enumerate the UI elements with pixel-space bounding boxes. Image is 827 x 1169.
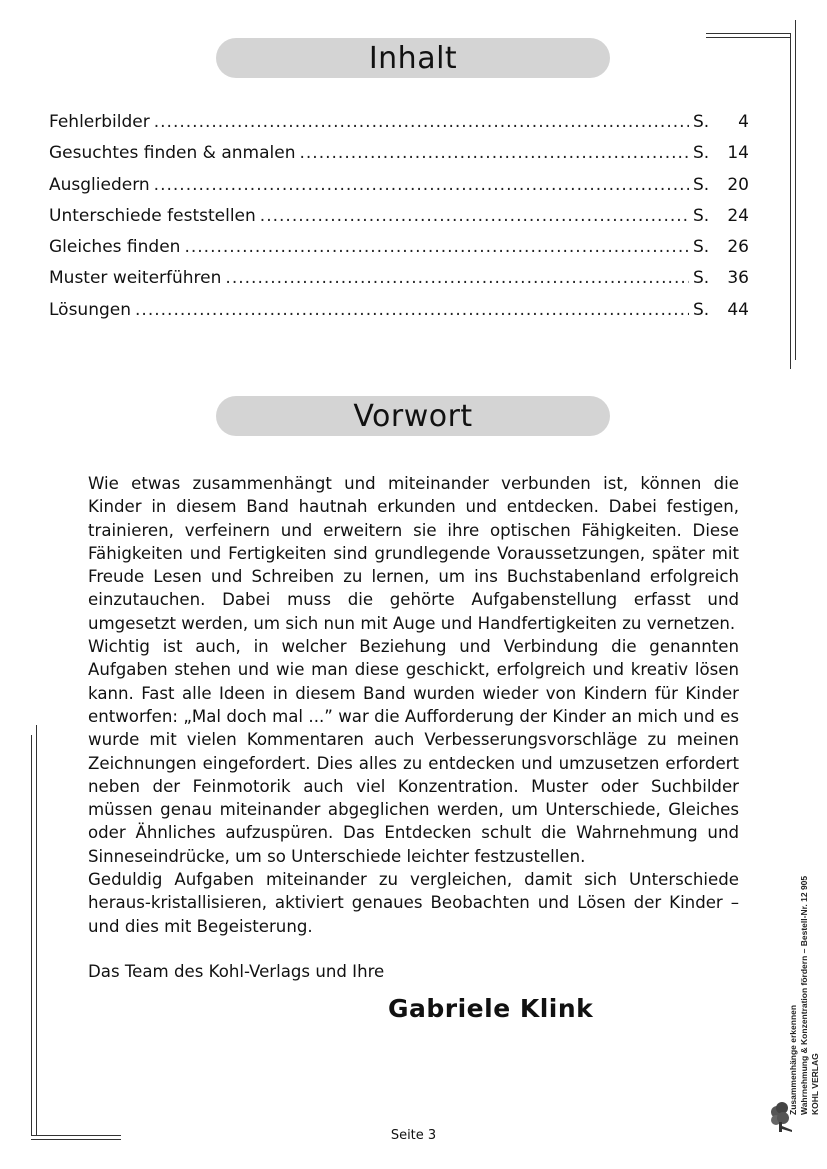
toc-page-number: 26 <box>727 237 749 258</box>
table-of-contents <box>49 112 749 331</box>
side-imprint <box>788 876 821 1115</box>
vorwort-paragraph: Wie etwas zusammenhängt und miteinander verbunden ist, können die Kinder in diesem Band hautnah erkunden und entdecken. Dabei festigen, trainieren, verfeinern und erweitern sie ihre optischen Fähigkeiten. Diese Fähigkeiten und Fertigkeiten sind grundlegende Voraussetzungen, später mit Freude Lesen und Schreiben zu lernen, um ins Buchstabenland erfolgreich einzutauchen. Dabei muss die gehörte Aufgabenstellung erfasst und umgesetzt werden, um sich nun mit Auge und Handfertigkeiten zu vernetzen. <box>88 474 739 633</box>
toc-entry-title: Muster weiterführen <box>49 268 222 289</box>
toc-leader-dots <box>154 112 689 132</box>
toc-entry[interactable] <box>49 268 749 299</box>
toc-page-prefix: S. <box>693 143 710 164</box>
vorwort-closing: Das Team des Kohl-Verlags und Ihre <box>88 962 385 981</box>
toc-page-number: 14 <box>727 143 749 164</box>
frame-top-right-horizontal-inner <box>706 37 790 38</box>
toc-entry-title: Unterschiede feststellen <box>49 205 256 226</box>
toc-leader-dots <box>260 206 689 226</box>
toc-page-prefix: S. <box>693 237 710 258</box>
toc-leader-dots <box>184 237 689 257</box>
toc-entry-page <box>693 175 749 195</box>
toc-page-prefix: S. <box>693 112 710 132</box>
frame-bottom-left-vertical <box>31 735 32 1135</box>
toc-entry-title: Lösungen <box>49 299 132 320</box>
toc-header <box>216 38 610 78</box>
vorwort-paragraph: Geduldig Aufgaben miteinander zu vergleichen, damit sich Unterschiede heraus-kristallisieren, aktiviert genaues Beobachten und Lösen der Kinder – und dies mit Begeisterung. <box>88 870 739 936</box>
toc-page-prefix: S. <box>693 299 710 320</box>
toc-entry[interactable] <box>49 206 749 237</box>
toc-page-prefix: S. <box>693 205 710 226</box>
frame-bottom-left-vertical-inner <box>36 725 37 1135</box>
toc-entry[interactable] <box>49 143 749 174</box>
toc-page-number: 44 <box>727 299 749 320</box>
toc-page-prefix: S. <box>693 174 710 195</box>
author-signature: Gabriele Klink <box>388 994 594 1023</box>
toc-entry[interactable] <box>49 237 749 268</box>
toc-entry-page <box>693 206 749 226</box>
imprint-publisher: KOHL VERLAG <box>810 1053 820 1115</box>
vorwort-paragraph: Wichtig ist auch, in welcher Beziehung und Verbindung die genannten Aufgaben stehen und wie man diese geschickt, erfolgreich und kreativ lösen kann. Fast alle Ideen in diesem Band wurden wieder von Kindern für Kinder entworfen: „Mal doch mal ...” war die Aufforderung der Kinder an mich und es wurde mit vielen Kommentaren auch Verbesserungsvorschläge zu meinen Zeichnungen eingefordert. Dies alles zu entdecken und umzusetzen erfordert neben der Feinmotorik auch viel Konzentration. Muster oder Suchbilder müssen genau miteinander abgeglichen werden, um Unterschiede, Gleiches oder Ähnliches aufzuspüren. Das Entdecken schult die Wahrnehmung und Sinneseindrücke, um so Unterschiede leichter festzustellen. <box>88 637 739 866</box>
vorwort-header-label: Vorwort <box>353 398 473 434</box>
toc-entry-title: Fehlerbilder <box>49 112 150 132</box>
imprint-subtitle: Wahrnehmung & Konzentration fördern – Bestell-Nr. 12 905 <box>799 875 809 1115</box>
toc-page-number: 36 <box>727 268 749 289</box>
vorwort-header <box>216 396 610 436</box>
toc-entry-title: Gleiches finden <box>49 237 181 258</box>
toc-entry-page <box>693 112 749 132</box>
toc-entry[interactable] <box>49 300 749 331</box>
toc-page-number: 20 <box>727 174 749 195</box>
toc-entry[interactable] <box>49 175 749 206</box>
toc-entry[interactable] <box>49 112 749 143</box>
frame-top-right-vertical-inner <box>795 20 796 360</box>
toc-leader-dots <box>154 175 689 195</box>
toc-leader-dots <box>135 300 689 320</box>
imprint-title: Zusammenhänge erkennen <box>788 1004 798 1115</box>
frame-top-right-vertical <box>790 33 791 369</box>
page-number: Seite 3 <box>390 1128 437 1143</box>
toc-entry-title: Gesuchtes finden & anmalen <box>49 143 296 164</box>
toc-page-number: 4 <box>738 112 749 132</box>
toc-header-label: Inhalt <box>368 40 458 76</box>
vorwort-body <box>88 472 739 938</box>
toc-entry-page <box>693 143 749 163</box>
toc-entry-page <box>693 268 749 288</box>
toc-entry-page <box>693 300 749 320</box>
frame-top-right-horizontal <box>706 33 790 34</box>
toc-entry-page <box>693 237 749 257</box>
toc-entry-title: Ausgliedern <box>49 174 150 195</box>
toc-leader-dots <box>299 143 689 163</box>
toc-page-prefix: S. <box>693 268 710 289</box>
toc-leader-dots <box>225 268 689 288</box>
toc-page-number: 24 <box>727 205 749 226</box>
